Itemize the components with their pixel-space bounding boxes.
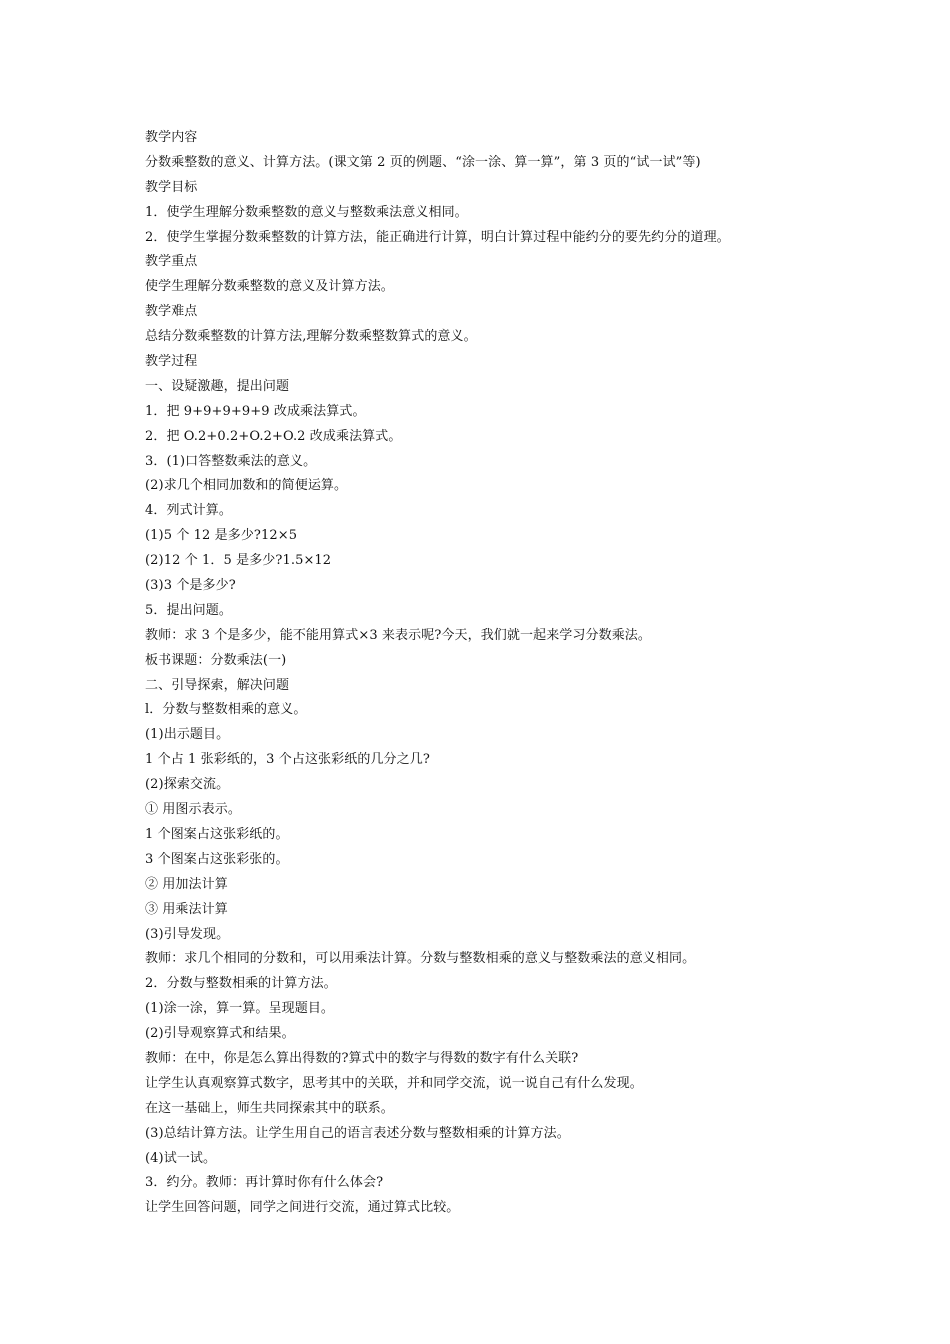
paragraph: 3．约分。教师：再计算时你有什么体会? (145, 1175, 384, 1191)
paragraph: (4)试一试。 (145, 1150, 217, 1166)
paragraph: 教师：在中，你是怎么算出得数的?算式中的数字与得数的数字有什么关联? (145, 1050, 579, 1066)
paragraph: 分数乘整数的意义、计算方法。(课文第 2 页的例题、“涂一涂、算一算”，第 3 页的“试一试”等) (145, 154, 701, 170)
paragraph: 1．把 9+9+9+9+9 改成乘法算式。 (145, 403, 366, 419)
section-heading: 教学难点 (145, 304, 198, 320)
paragraph: 2．把 O.2+0.2+O.2+O.2 改成乘法算式。 (145, 428, 402, 444)
section-heading: 教学过程 (145, 354, 198, 370)
paragraph: 二、引导探索，解决问题 (145, 677, 290, 693)
paragraph: 在这一基础上，师生共同探索其中的联系。 (145, 1100, 394, 1116)
paragraph: 教师：求 3 个是多少，能不能用算式×3 来表示呢?今天，我们就一起来学习分数乘法。 (145, 627, 652, 643)
paragraph: 5．提出问题。 (145, 602, 232, 618)
paragraph: l．分数与整数相乘的意义。 (145, 702, 307, 718)
paragraph: (1)涂一涂，算一算。呈现题目。 (145, 1001, 335, 1017)
paragraph: (2)12 个 1．5 是多少?1.5×12 (145, 553, 332, 569)
paragraph: 让学生回答问题，同学之间进行交流，通过算式比较。 (145, 1200, 460, 1216)
paragraph: 教师：求几个相同的分数和，可以用乘法计算。分数与整数相乘的意义与整数乘法的意义相同。 (145, 951, 696, 967)
paragraph: 3 个图案占这张彩张的。 (145, 851, 289, 867)
paragraph: (2)探索交流。 (145, 777, 230, 793)
paragraph: (2)引导观察算式和结果。 (145, 1026, 295, 1042)
paragraph: 1．使学生理解分数乘整数的意义与整数乘法意义相同。 (145, 204, 468, 220)
paragraph: 4．列式计算。 (145, 503, 232, 519)
document-body (145, 126, 845, 1221)
section-heading: 教学目标 (145, 179, 198, 195)
section-heading: 教学内容 (145, 130, 198, 145)
paragraph: ① 用图示表示。 (145, 802, 241, 818)
paragraph: 3．(1)口答整数乘法的意义。 (145, 453, 317, 469)
paragraph: 1 个图案占这张彩纸的。 (145, 826, 289, 842)
paragraph: (3)3 个是多少? (145, 578, 236, 594)
section-heading: 教学重点 (145, 254, 198, 270)
paragraph: (2)求几个相同加数和的简便运算。 (145, 478, 348, 494)
paragraph: (3)引导发现。 (145, 926, 230, 942)
paragraph: 使学生理解分数乘整数的意义及计算方法。 (145, 279, 394, 295)
paragraph: 一、设疑激趣，提出问题 (145, 378, 290, 394)
paragraph: 让学生认真观察算式数字，思考其中的关联，并和同学交流，说一说自己有什么发现。 (145, 1075, 643, 1091)
paragraph: 1 个占 1 张彩纸的，3 个占这张彩纸的几分之几? (145, 752, 430, 768)
paragraph: ③ 用乘法计算 (145, 901, 228, 917)
paragraph: 总结分数乘整数的计算方法,理解分数乘整数算式的意义。 (145, 329, 477, 345)
paragraph: 2．使学生掌握分数乘整数的计算方法，能正确进行计算，明白计算过程中能约分的要先约分的道理。 (145, 229, 730, 245)
paragraph: (1)出示题目。 (145, 727, 230, 743)
paragraph: 2．分数与整数相乘的计算方法。 (145, 976, 337, 992)
paragraph: 板书课题：分数乘法(一) (145, 652, 287, 668)
paragraph: (3)总结计算方法。让学生用自己的语言表述分数与整数相乘的计算方法。 (145, 1125, 570, 1141)
paragraph: (1)5 个 12 是多少?12×5 (145, 528, 298, 544)
paragraph: ② 用加法计算 (145, 876, 228, 892)
